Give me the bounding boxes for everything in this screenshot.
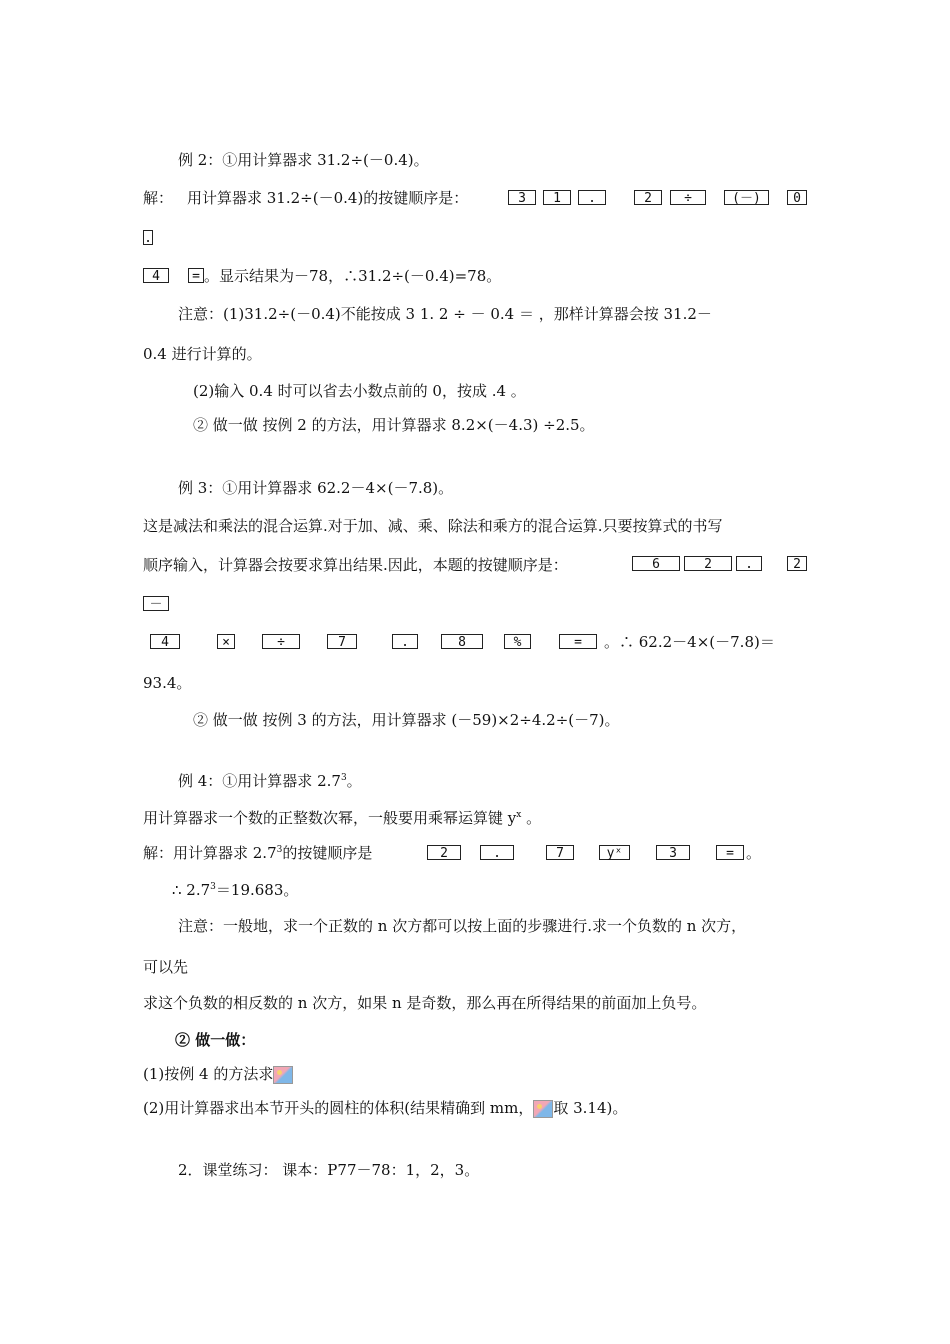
key-negative: (－) [724, 190, 769, 205]
ex4-q2: (2)用计算器求出本节开头的圆柱的体积(结果精确到 mm， 取 3.14)。 [143, 1099, 628, 1117]
key-percent: % [504, 634, 531, 649]
ex3-result-a: 。∴ 62.2－4×(－7.8)＝ [604, 633, 775, 651]
key-7: 7 [327, 634, 357, 649]
key-decimal-2: . [392, 634, 418, 649]
ex2-try: ② 做一做 按例 2 的方法，用计算器求 8.2×(－4.3) ÷2.5。 [193, 416, 595, 434]
ex4-note-a: 注意：一般地，求一个正数的 n 次方都可以按上面的步骤进行.求一个负数的 n 次方， [178, 917, 747, 935]
key-0: 0 [787, 190, 807, 205]
ex4-try: ② 做一做： [175, 1031, 256, 1049]
ex3-try: ② 做一做 按例 3 的方法，用计算器求 (－59)×2÷4.2÷(－7)。 [193, 711, 620, 729]
ex3-p2: 顺序输入，计算器会按要求算出结果.因此，本题的按键顺序是： [143, 556, 568, 574]
key-divide: ÷ [670, 190, 706, 205]
ex2-solution-text: 用计算器求 31.2÷(－0.4)的按键顺序是： [187, 189, 469, 207]
ex3-result-b: 93.4。 [143, 674, 192, 692]
ex3-p1: 这是减法和乘法的混合运算.对于加、减、乘、除法和乘方的混合运算.只要按算式的书写 [143, 517, 723, 535]
key-4: 4 [150, 634, 180, 649]
formula-image [273, 1066, 293, 1084]
ex4-period: 。 [746, 844, 762, 862]
key-2: 2 [634, 190, 662, 205]
ex4-note-b: 可以先 [143, 958, 189, 976]
ex2-note1a: 注意：(1)31.2÷(－0.4)不能按成 3 1. 2 ÷ － 0.4 ＝ ，那样计算器会按 31.2－ [178, 305, 712, 323]
key-2: 2 [684, 556, 732, 571]
key-6: 6 [632, 556, 680, 571]
ex4-p1: 用计算器求一个数的正整数次幂，一般要用乘幂运算键 $y^x$ 。 [143, 809, 542, 827]
key-multiply: × [217, 634, 235, 649]
ex4-solution: 解：用计算器求 $2.7^3$的按键顺序是 [143, 844, 373, 862]
ex2-note1b: 0.4 进行计算的。 [143, 345, 262, 363]
key-decimal: . [578, 190, 606, 205]
key-minus: － [143, 596, 169, 611]
practice: 2．课堂练习： 课本：P77－78：1，2，3。 [178, 1161, 480, 1179]
key-8: 8 [441, 634, 483, 649]
key-decimal-2: . [144, 231, 152, 246]
ex2-result: 。显示结果为－78，∴31.2÷(－0.4)=78。 [204, 267, 502, 285]
ex4-note-c: 求这个负数的相反数的 n 次方，如果 n 是奇数，那么再在所得结果的前面加上负号。 [143, 994, 707, 1012]
key-divide: ÷ [262, 634, 300, 649]
ex3-title: 例 3：①用计算器求 62.2－4×(－7.8)。 [178, 479, 454, 497]
key-power: yˣ [599, 845, 630, 860]
ex2-solution-label: 解： [143, 189, 174, 207]
key-3: 3 [656, 845, 690, 860]
key-2b: 2 [787, 556, 807, 571]
key-equals: = [188, 268, 204, 283]
key-equals: = [559, 634, 597, 649]
ex2-title: 例 2：①用计算器求 31.2÷(－0.4)。 [178, 151, 429, 169]
key-decimal: . [736, 556, 762, 571]
pi-image [533, 1100, 553, 1118]
key-4: 4 [143, 268, 169, 283]
ex2-note2: (2)输入 0.4 时可以省去小数点前的 0，按成 .4 。 [193, 382, 526, 400]
key-1: 1 [543, 190, 571, 205]
ex4-title: 例 4：①用计算器求 $2.7^3$。 [178, 772, 362, 790]
key-2: 2 [427, 845, 461, 860]
key-7: 7 [546, 845, 574, 860]
ex4-q1: (1)按例 4 的方法求 [143, 1064, 293, 1084]
key-decimal: . [480, 845, 514, 860]
ex4-result: ∴ $2.7^3=19.683$。 [172, 881, 299, 899]
key-3: 3 [508, 190, 536, 205]
key-equals: = [716, 845, 744, 860]
